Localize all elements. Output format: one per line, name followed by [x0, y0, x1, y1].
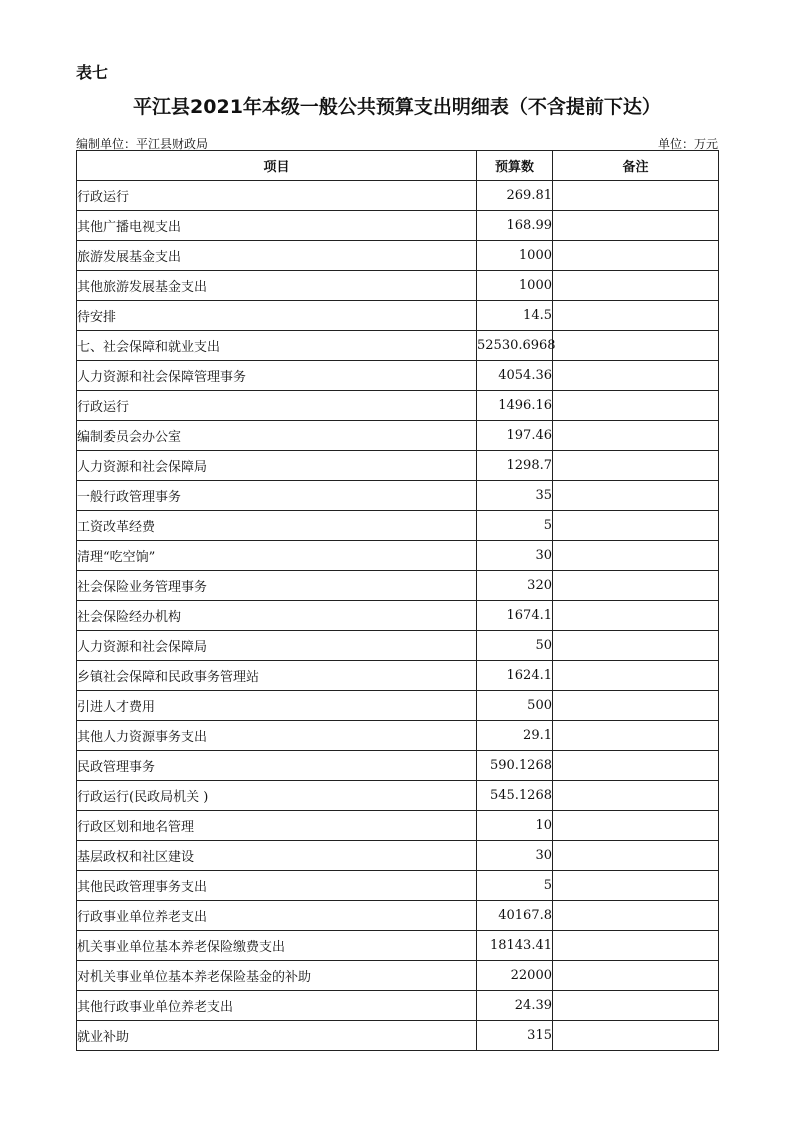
row-item-name: 清理“吃空饷” [77, 541, 477, 571]
row-item-name: 其他旅游发展基金支出 [77, 271, 477, 301]
row-note [553, 181, 719, 211]
row-amount: 22000 [477, 961, 553, 991]
row-item-name: 行政事业单位养老支出 [77, 901, 477, 931]
row-note [553, 631, 719, 661]
row-amount: 40167.8 [477, 901, 553, 931]
row-amount: 18143.41 [477, 931, 553, 961]
row-item-name: 就业补助 [77, 1021, 477, 1051]
row-item-name: 行政运行(民政局机关 ) [77, 781, 477, 811]
row-note [553, 991, 719, 1021]
table-row [77, 691, 719, 721]
table-row [77, 601, 719, 631]
row-amount: 500 [477, 691, 553, 721]
column-header-note: 备注 [553, 151, 719, 181]
row-item-name: 社会保险业务管理事务 [77, 571, 477, 601]
row-item-name: 人力资源和社会保障局 [77, 451, 477, 481]
row-note [553, 1021, 719, 1051]
row-note [553, 661, 719, 691]
row-amount: 35 [477, 481, 553, 511]
row-item-name: 其他广播电视支出 [77, 211, 477, 241]
table-header-row [77, 151, 719, 181]
row-note [553, 931, 719, 961]
row-item-name: 一般行政管理事务 [77, 481, 477, 511]
column-header-item: 项目 [77, 151, 477, 181]
table-row [77, 421, 719, 451]
table-row [77, 901, 719, 931]
row-amount: 5 [477, 871, 553, 901]
row-note [553, 871, 719, 901]
row-note [553, 571, 719, 601]
table-row [77, 301, 719, 331]
currency-unit: 单位：万元 [657, 137, 718, 151]
row-item-name: 行政运行 [77, 391, 477, 421]
row-item-name: 其他民政管理事务支出 [77, 871, 477, 901]
row-item-name: 基层政权和社区建设 [77, 841, 477, 871]
table-body [77, 181, 719, 1051]
budget-table [76, 150, 719, 1051]
row-note [553, 901, 719, 931]
row-item-name: 行政运行 [77, 181, 477, 211]
row-item-name: 待安排 [77, 301, 477, 331]
row-item-name: 七、社会保障和就业支出 [77, 331, 477, 361]
row-note [553, 271, 719, 301]
table-row [77, 931, 719, 961]
table-row [77, 241, 719, 271]
table-row [77, 751, 719, 781]
table-row [77, 451, 719, 481]
row-note [553, 481, 719, 511]
row-amount: 545.1268 [477, 781, 553, 811]
row-note [553, 961, 719, 991]
row-note [553, 751, 719, 781]
row-item-name: 其他行政事业单位养老支出 [77, 991, 477, 1021]
row-item-name: 行政区划和地名管理 [77, 811, 477, 841]
table-row [77, 481, 719, 511]
row-note [553, 811, 719, 841]
row-amount: 1674.1 [477, 601, 553, 631]
row-amount: 315 [477, 1021, 553, 1051]
table-row [77, 841, 719, 871]
row-item-name: 引进人才费用 [77, 691, 477, 721]
table-row [77, 961, 719, 991]
row-item-name: 社会保险经办机构 [77, 601, 477, 631]
table-row [77, 391, 719, 421]
row-amount: 14.5 [477, 301, 553, 331]
row-amount: 4054.36 [477, 361, 553, 391]
row-item-name: 工资改革经费 [77, 511, 477, 541]
row-amount: 590.1268 [477, 751, 553, 781]
row-item-name: 人力资源和社会保障局 [77, 631, 477, 661]
row-amount: 1496.16 [477, 391, 553, 421]
row-item-name: 乡镇社会保障和民政事务管理站 [77, 661, 477, 691]
row-note [553, 541, 719, 571]
row-amount: 24.39 [477, 991, 553, 1021]
row-amount: 269.81 [477, 181, 553, 211]
row-note [553, 781, 719, 811]
row-amount: 1298.7 [477, 451, 553, 481]
row-note [553, 721, 719, 751]
row-item-name: 编制委员会办公室 [77, 421, 477, 451]
row-amount: 5 [477, 511, 553, 541]
table-row [77, 811, 719, 841]
row-amount: 1000 [477, 241, 553, 271]
table-row [77, 871, 719, 901]
row-amount: 1624.1 [477, 661, 553, 691]
row-note [553, 841, 719, 871]
table-row [77, 721, 719, 751]
table-row [77, 631, 719, 661]
table-row [77, 541, 719, 571]
row-amount: 10 [477, 811, 553, 841]
row-note [553, 601, 719, 631]
row-amount: 30 [477, 541, 553, 571]
row-item-name: 对机关事业单位基本养老保险基金的补助 [77, 961, 477, 991]
row-amount: 50 [477, 631, 553, 661]
row-note [553, 361, 719, 391]
row-note [553, 391, 719, 421]
row-note [553, 211, 719, 241]
row-item-name: 其他人力资源事务支出 [77, 721, 477, 751]
row-amount: 168.99 [477, 211, 553, 241]
table-row [77, 271, 719, 301]
table-row [77, 181, 719, 211]
table-row [77, 571, 719, 601]
row-note [553, 331, 719, 361]
row-amount: 30 [477, 841, 553, 871]
table-row [77, 331, 719, 361]
row-amount: 1000 [477, 271, 553, 301]
row-amount: 29.1 [477, 721, 553, 751]
row-note [553, 421, 719, 451]
row-note [553, 511, 719, 541]
row-note [553, 691, 719, 721]
row-note [553, 451, 719, 481]
row-amount: 52530.6968 [477, 331, 553, 361]
row-note [553, 301, 719, 331]
table-row [77, 781, 719, 811]
row-amount: 320 [477, 571, 553, 601]
row-item-name: 旅游发展基金支出 [77, 241, 477, 271]
table-row [77, 511, 719, 541]
table-row [77, 361, 719, 391]
column-header-amount: 预算数 [477, 151, 553, 181]
table-row [77, 211, 719, 241]
compiling-unit: 编制单位：平江县财政局 [76, 137, 209, 151]
row-item-name: 民政管理事务 [77, 751, 477, 781]
page-title: 平江县2021年本级一般公共预算支出明细表（不含提前下达） [133, 96, 661, 118]
table-label: 表七 [76, 63, 109, 82]
row-item-name: 机关事业单位基本养老保险缴费支出 [77, 931, 477, 961]
table-row [77, 991, 719, 1021]
table-row [77, 661, 719, 691]
table-row [77, 1021, 719, 1051]
row-amount: 197.46 [477, 421, 553, 451]
row-item-name: 人力资源和社会保障管理事务 [77, 361, 477, 391]
row-note [553, 241, 719, 271]
